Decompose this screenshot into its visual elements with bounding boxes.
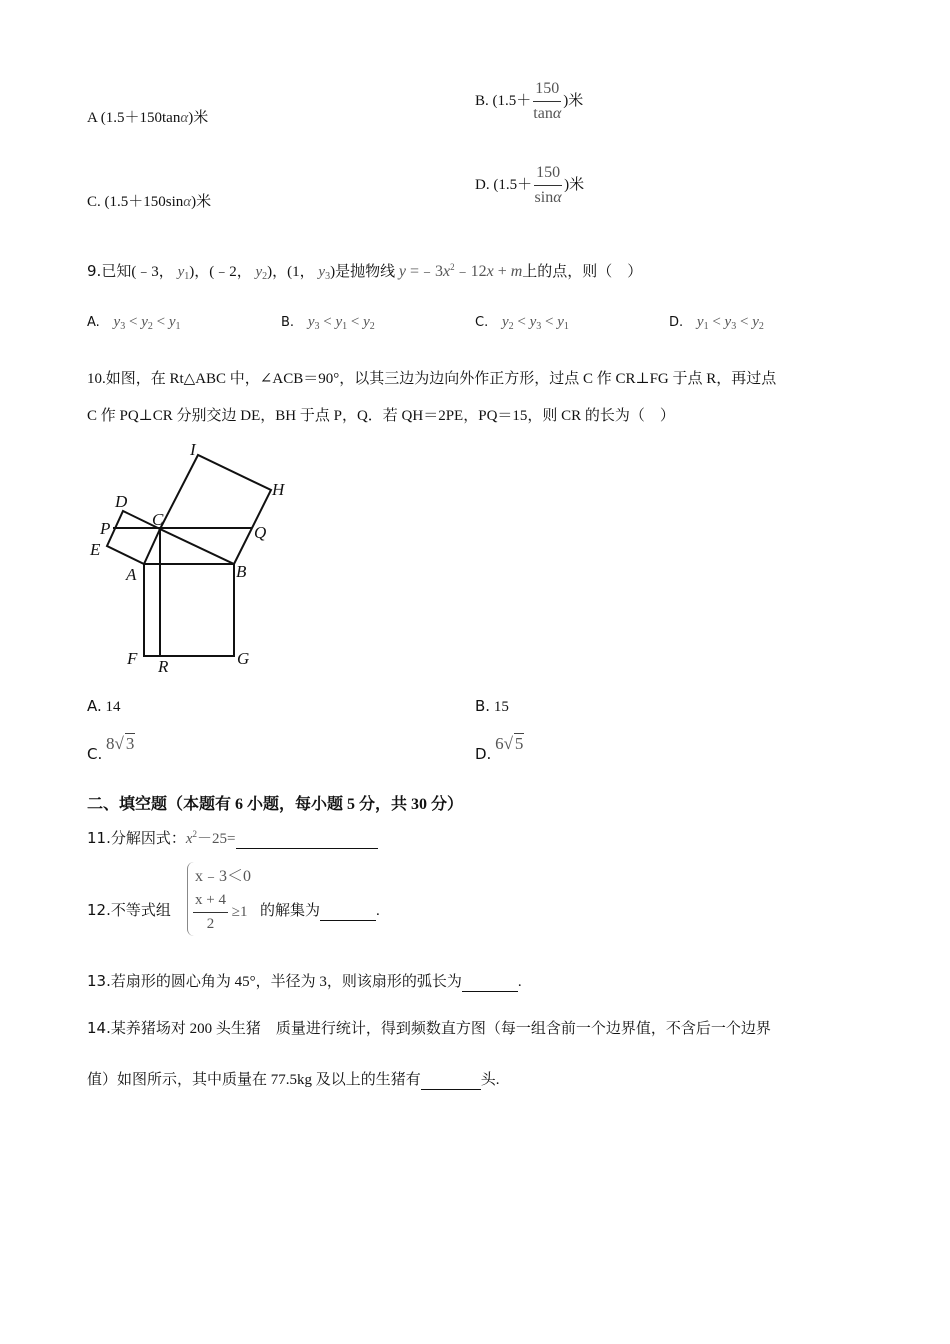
fraction-denominator: tanα [533,105,562,122]
q10-stem-line2: C 作 PQ⊥CR 分别交边 DE，BH 于点 P，Q．若 QH＝2PE，PQ＝15，则 CR 的长为（ ） [87,408,675,424]
label-h: H [272,480,285,499]
label-q: Q [254,523,267,542]
q12-inequality-2: $\frac{x + 4}{2}$ ≥1 [195,892,248,932]
label-g: G [237,649,250,668]
section-heading: 二、填空题（本题有 6 小题，每小题 5 分，共 30 分） [87,796,464,813]
label-f: F [127,649,138,668]
q8-option-d [475,164,584,207]
square-on-ab [144,564,234,656]
label-d: D [115,492,128,511]
parabola-equation: $y =﹣3x^2﹣12x + m$ [398,262,523,280]
q8-option-b [475,80,583,123]
fraction [533,80,561,123]
label-i: I [190,440,196,459]
q9-option-c: C. $y_2 < y_3 < y_1$ [475,314,569,332]
option-label: D. [475,176,490,193]
q9-option-b: B. $y_3 < y_1 < y_2$ [281,314,375,332]
answer-blank[interactable] [421,1072,481,1090]
q8-option-a [87,106,208,127]
option-text: (1.5＋150tan [100,110,181,126]
option-text: (1.5＋ [493,176,533,193]
label-c: C [152,510,164,529]
answer-blank[interactable] [462,974,518,992]
alpha-symbol: α [183,194,192,210]
label-a: A [126,565,137,584]
option-text: (1.5＋150sin [104,194,184,210]
q14-line2: 值）如图所示，其中质量在 77.5kg 及以上的生猪有 头. [87,1072,500,1088]
q10-option-c: C. 8√ 3 [87,734,135,763]
option-label: B. [475,92,489,109]
label-p: P [100,519,111,538]
q11: 11.分解因式：$x^2-25=$ [87,827,378,849]
fraction-numerator: 150 [533,80,561,102]
label-b: B [236,562,247,581]
option-label: A [87,110,98,126]
q9-option-d: D. $y_1 < y_3 < y_2$ [669,314,764,332]
q8-option-c [87,190,211,211]
q12-label: 12.不等式组 [87,901,171,919]
unit-suffix: )米 [191,194,212,210]
fraction [534,164,562,207]
q10-figure [80,435,310,675]
q12-suffix: 的解集为 . [260,903,380,919]
alpha-symbol: α [180,110,189,126]
q13: 13.若扇形的圆心角为 45°，半径为 3，则该扇形的弧长为 . [87,972,522,990]
square-on-bc [160,455,271,564]
q10-stem-line1: 10.如图，在 Rt△ABC 中，∠ACB＝90°，以其三边为边向外作正方形，过点 C 作 CR⊥FG 于点 R，再过点 [87,371,777,387]
label-r: R [158,657,169,675]
option-label: C. [87,194,101,210]
question-number: 9. [87,262,102,280]
label-e: E [90,540,101,559]
q14-line1: 14.某养猪场对 200 头生猪 质量进行统计，得到频数直方图（每一组含前一个边界值，不含后一个边界 [87,1019,771,1037]
q12-inequality-1: x﹣3＜0 [195,868,252,885]
unit-suffix: )米 [188,110,209,126]
answer-blank[interactable] [320,903,376,921]
fraction-denominator: sinα [534,189,562,206]
q9-stem: 9.已知(﹣3， $y_1$)，(﹣2， $y_2$)，(1， $y_3$)是抛物线 $y =﹣3x^2﹣12x + m$上的点，则（ ） [87,262,643,282]
unit-suffix: )米 [563,92,584,109]
q10-option-d: D. 6√ 5 [475,734,524,763]
q10-option-a: A. 14 [87,697,121,715]
q9-option-a: A. $y_3 < y_2 < y_1$ [87,314,181,332]
unit-suffix: )米 [564,176,585,193]
answer-blank[interactable] [236,831,378,849]
fraction-numerator: 150 [534,164,562,186]
q10-option-b: B. 15 [475,697,509,715]
option-text: (1.5＋ [492,92,532,109]
